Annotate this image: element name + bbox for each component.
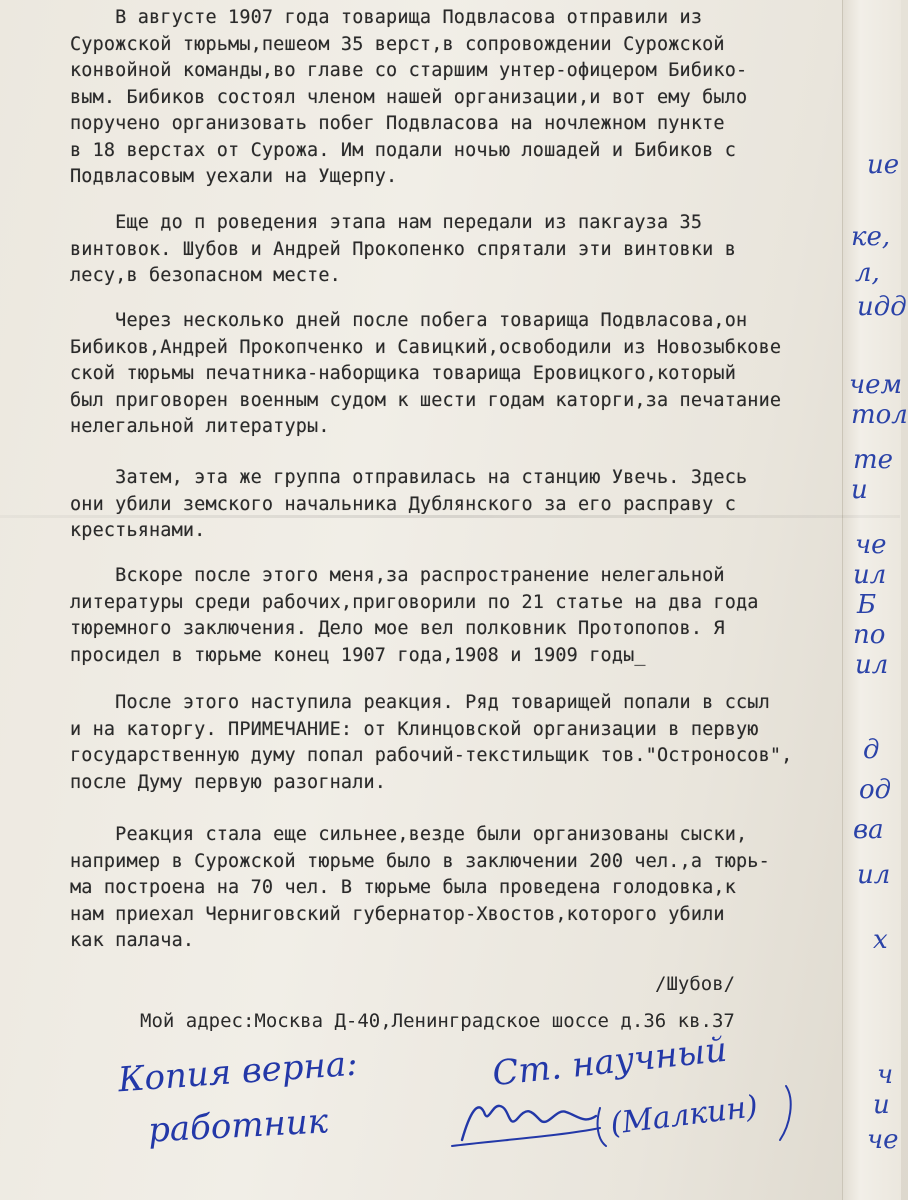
text-line: конвойной команды,во главе со старшим унтер-офицером Бибико- xyxy=(70,60,748,81)
margin-note: по xyxy=(853,620,886,650)
text-line: государственную думу попал рабочий-текстильщик тов."Остроносов", xyxy=(70,745,793,766)
text-line: ма построена на 70 чел. В тюрьме была проведена голодовка,к xyxy=(70,877,736,898)
text-line: В августе 1907 года товарища Подвласова отправили из xyxy=(70,7,703,28)
text-line: Еще до п роведения этапа нам передали из пакгауза 35 xyxy=(70,212,703,233)
text-line: Через несколько дней после побега товарища Подвласова,он xyxy=(70,310,748,331)
text-line: в 18 верстах от Сурожа. Им подали ночью лошадей и Бибиков с xyxy=(70,139,736,161)
handwritten-signature-name: (Малкин) xyxy=(608,1089,760,1142)
margin-note: тол xyxy=(851,400,908,430)
margin-note: те xyxy=(853,445,894,475)
text-line: крестьянами. xyxy=(70,520,206,541)
margin-note: од xyxy=(859,775,892,805)
margin-note: ч xyxy=(877,1060,894,1090)
margin-note: д xyxy=(863,735,880,765)
margin-note: ил xyxy=(855,650,889,680)
typed-signature: /Шубов/ xyxy=(655,973,736,995)
text-line: нелегальной литературы. xyxy=(70,416,330,437)
margin-note: ил xyxy=(853,560,887,590)
margin-note: че xyxy=(855,530,887,560)
margin-note: ил xyxy=(857,860,891,890)
text-line: Реакция стала еще сильнее,везде были организованы сыски, xyxy=(70,824,748,845)
text-line: После этого наступила реакция. Ряд товарищей попали в ссыл xyxy=(70,692,770,713)
text-line: Подвласовым уехали на Ущерпу. xyxy=(70,166,398,187)
margin-note: идд xyxy=(857,292,907,322)
margin-note: ие xyxy=(867,150,900,180)
text-line: Бибиков,Андрей Прокопченко и Савицкий,освободили из Новозыбкове xyxy=(70,336,782,358)
margin-note: и xyxy=(873,1090,890,1120)
margin-note: ва xyxy=(853,815,884,845)
text-line: и на каторгу. ПРИМЕЧАНИЕ: от Клинцовской организации в первую xyxy=(70,718,759,740)
text-line: например в Сурожской тюрьме было в заключении 200 чел.,а тюрь- xyxy=(70,850,770,872)
text-line: вым. Бибиков состоял членом нашей организации,и вот ему было xyxy=(70,86,748,108)
handwritten-title: Ст. научный xyxy=(490,1029,729,1095)
handwritten-title-cont: работник xyxy=(147,1101,330,1151)
margin-note: х xyxy=(873,925,888,955)
margin-note: Б xyxy=(857,590,877,620)
margin-note: че xyxy=(867,1125,899,1155)
text-line: Сурожской тюрьмы,пешеом 35 верст,в сопровождении Сурожской xyxy=(70,33,725,55)
text-line: просидел в тюрьме конец 1907 года,1908 и 1909 годы_ xyxy=(70,644,646,666)
text-line: как палача. xyxy=(70,930,195,951)
text-line: Затем, эта же группа отправилась на станцию Увечь. Здесь xyxy=(70,467,748,488)
text-line: Вскоре после этого меня,за распространение нелегальной xyxy=(70,565,725,586)
text-line: тюремного заключения. Дело мое вел полковник Протопопов. Я xyxy=(70,618,725,639)
address-line: Мой адрес:Москва Д-40,Ленинградское шоссе д.36 кв.37 xyxy=(140,1010,735,1032)
text-line: они убили земского начальника Дублянского за его расправу с xyxy=(70,493,736,515)
margin-note: л, xyxy=(855,258,880,288)
margin-note: ке, xyxy=(851,222,891,252)
margin-note: и xyxy=(851,475,868,505)
text-line: литературы среди рабочих,приговорили по 21 статье на два года xyxy=(70,591,759,613)
text-line: нам приехал Черниговский губернатор-Хвостов,которого убили xyxy=(70,903,725,925)
text-line: после Думу первую разогнали. xyxy=(70,771,387,793)
text-line: поручено организовать побег Подвласова на ночлежном пункте xyxy=(70,113,725,134)
text-line: винтовок. Шубов и Андрей Прокопенко спрятали эти винтовки в xyxy=(70,238,736,260)
handwritten-certification: Копия верна: xyxy=(116,1043,359,1101)
text-line: был приговорен военным судом к шести годам каторги,за печатание xyxy=(70,389,782,411)
text-line: ской тюрьмы печатника-наборщика товарища Еровицкого,который xyxy=(70,363,736,384)
text-line: лесу,в безопасном месте. xyxy=(70,265,341,286)
margin-note: чем xyxy=(849,370,903,400)
